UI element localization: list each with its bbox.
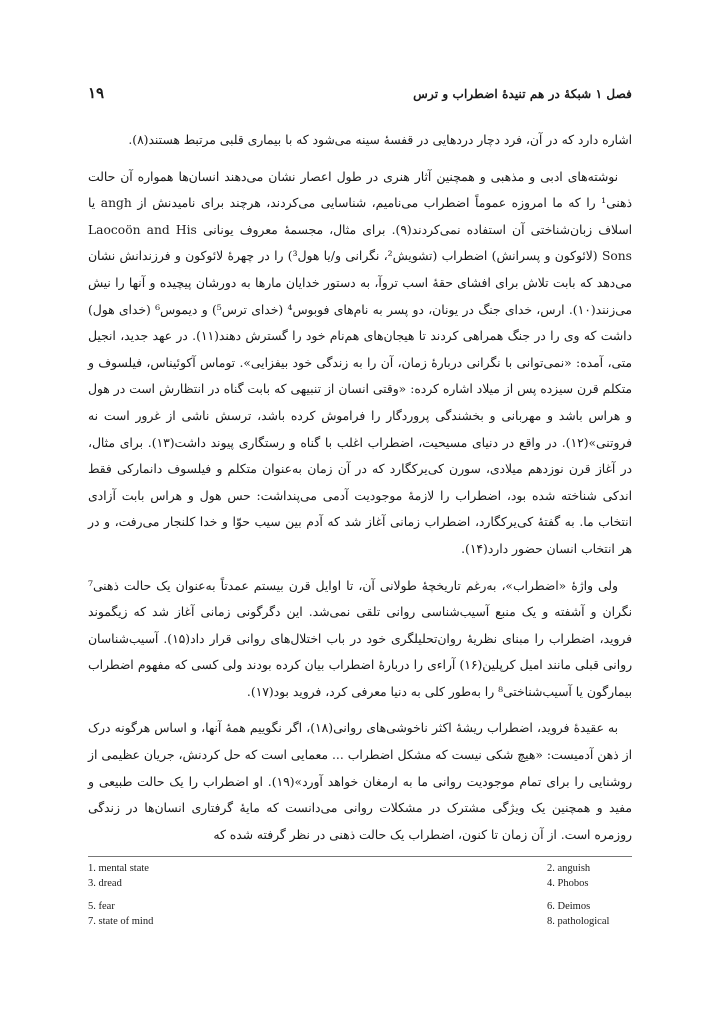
paragraph-1: اشاره دارد که در آن، فرد دچار دردهایی در قفسهٔ سینه می‌شود که با بیماری قلبی مرتبط هستند(۸). [128,133,632,147]
paragraph-3: ولی واژهٔ «اضطراب»، به‌رغم تاریخچهٔ طولانی آن، تا اوایل قرن بیستم عمدتاً به‌عنوان یک حالت ذهنی⁷ نگران و آشفته و یک منبع آسیب‌شناسی روانی تلقی نمی‌شد. این دگرگونی زمانی آغاز شد که زیگموند فروید، اضطراب را مبنای نظریهٔ روان‌تحلیلگری خود در باب اختلال‌های روانی قرار داد(۱۵). آسیب‌شناسان روانی قبلی مانند امیل کرپلین(۱۶) آراءی را دربارهٔ اضطراب بیان کرده بودند ولی کسی که مفهوم اضطراب بیمارگون یا آسیب‌شناختی⁸ را به‌طور کلی به دنیا معرفی کرد، فروید بود(۱۷). [88,578,633,699]
running-header [88,84,632,102]
footnote-6: 6. Deimos [547,901,591,912]
body-text [88,127,632,858]
footnote-8: 8. pathological [547,916,610,927]
footnote-7: 7. state of mind [88,916,154,927]
footnote-4: 4. Phobos [547,878,589,889]
footnotes [88,861,632,929]
footnote-5: 5. fear [88,901,115,912]
footnote-divider [88,856,632,857]
paragraph-4: به عقیدهٔ فروید، اضطراب ریشهٔ اکثر ناخوشی‌های روانی(۱۸)، اگر نگوییم همهٔ آنها، و اساس هرگونه درک از ذهن آدمیست: «هیچ شکی نیست که مشکل اضطراب ... معمایی است که حل کردنش، جریان عظیمی از روشنایی را برای تمام موجودیت روانی ما به ارمغان خواهد آورد»(۱۹). او اضطراب را یک حالت طبیعی و مفید و همچنین یک ویژگی مشترک در مشکلات روانی می‌دانست که مایهٔ گرفتاری انسان‌ها در زندگی روزمره است. از آن زمان تا کنون، اضطراب یک حالت ذهنی در نظر گرفته شده که [88,721,633,842]
paragraph-2: نوشته‌های ادبی و مذهبی و همچنین آثار هنری در طول اعصار نشان می‌دهند انسان‌ها همواره آن حالت ذهنی¹ را که ما امروزه عموماً اضطراب می‌نامیم، شناسایی می‌کردند، هرچند برای نامیدنش از angh یا اسلاف زبان‌شناختی آن استفاده نمی‌کردند(۹). برای مثال، مجسمهٔ معروف یونانی Laocoön and His Sons (لائوکون و پسرانش) اضطراب (تشویش²، نگرانی و/یا هول³) را در چهرهٔ لائوکون و فرزندانش نشان می‌دهد که بابت تلاش برای افشای حقهٔ اسب تروآ، به دستور خدایان مارها به دورشان پیچیده و آنها را نیش می‌زنند(۱۰). ارس، خدای جنگ در یونان، دو پسر به نام‌های فوبوس⁴ (خدای ترس⁵) و دیموس⁶ (خدای هول) داشت که وی را در جنگ همراهی کردند تا هیجان‌های هم‌نام خود را گسترش دهند(۱۱). در عهد جدید، انجیل متی، آمده: «نمی‌توانی با نگرانی دربارهٔ زمان، آن را به زندگی خود بیفزایی». توماس آکوئیناس، فیلسوف و متکلم قرن سیزده پس از میلاد اشاره کرده: «وقتی انسان از تنبیهی که بابت گناه در انتظارش است در هول و هراس باشد و مهربانی و بخشندگی پروردگار را فراموش کرده باشد، ترسش ناشی از غرور است نه فروتنی»(۱۲). در واقع در دنیای مسیحیت، اضطراب اغلب با گناه و رستگاری پیوند داشت(۱۳). برای مثال، در آغاز قرن نوزدهم میلادی، سورن کی‌یرکگارد که در آن زمان به‌عنوان متکلم و فیلسوف دانمارکی فقط اندکی شناخته شده بود، اضطراب را لازمهٔ موجودیت آدمی می‌پنداشت: حس هول و هراس بابت آزادی انتخاب ما. به گفتهٔ کی‌یرکگارد، اضطراب زمانی آغاز شد که آدم بین سیب حوّا و خدا کلنجار می‌رفت، و در هر انتخاب انسان حضور دارد(۱۴). [88,169,633,556]
footnote-2: 2. anguish [547,863,591,874]
chapter-title: فصل ۱ شبکهٔ در هم تنیدهٔ اضطراب و ترس [413,87,632,101]
footnote-1: 1. mental state [88,863,149,874]
footnote-3: 3. dread [88,878,122,889]
page-number: ۱۹ [88,84,105,102]
